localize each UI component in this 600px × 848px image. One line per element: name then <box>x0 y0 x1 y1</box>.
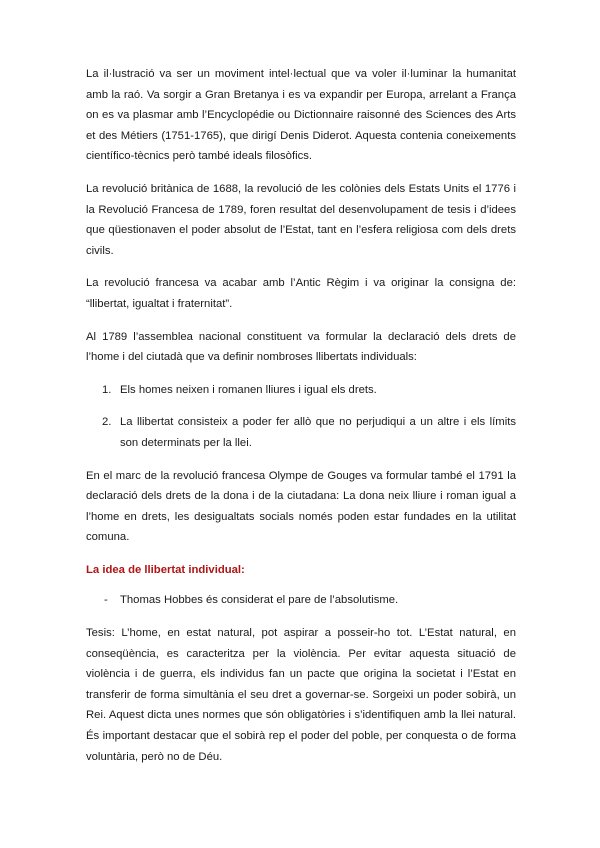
list-item-text: La llibertat consisteix a poder fer allò que no perjudiqui a un altre i els límits son determinats per la llei. <box>120 416 516 449</box>
list-item-text: Thomas Hobbes és considerat el pare de l’absolutisme. <box>120 594 399 607</box>
bullet-list <box>86 590 516 611</box>
list-marker: 2. <box>102 416 112 429</box>
paragraph-assemblea: Al 1789 l’assemblea nacional constituent va formular la declaració dels drets de l’home i del ciutadà que va definir nombroses llibertats individuals: <box>86 330 516 364</box>
section-heading: La idea de llibertat individual: <box>86 563 245 576</box>
list-marker: 1. <box>102 383 112 396</box>
list-item <box>86 380 516 401</box>
paragraph-olympe-de-gouges: En el marc de la revolució francesa Olympe de Gouges va formular també el 1791 la declaració dels drets de la dona i de la ciutadana: La dona neix lliure i roman igual a l’home en drets, les desigualtats socials només poden estar fundades en la utilitat comuna. <box>86 469 516 544</box>
paragraph-tesis: Tesis: L’home, en estat natural, pot aspirar a posseir-ho tot. L’Estat natural, en conseqüència, es caracteritza per la violència. Per evitar aquesta situació de violència i de guerra, els individus fan un pacte que origina la societat i l’Estat en transferir de forma simultània el seu dret a governar-se. Sorgeixi un poder sobirà, un Rei. Aquest dicta unes normes que són obligatòries i s’identifiquen amb la llei natural. És important destacar que el sobirà rep el poder del poble, per conquesta o de forma voluntària, però no de Déu. <box>86 627 516 763</box>
paragraph-illustracio: La il·lustració va ser un moviment intel·lectual que va voler il·luminar la humanitat amb la raó. Va sorgir a Gran Bretanya i es va expandir per Europa, arrelant a França on es va plasmar amb l’Encyclopédie ou Dictionnaire raisonné des Sciences des Arts et des Métiers (1751-1765), que dirigí Denis Diderot. Aquesta contenia coneixements científico-tècnics però també ideals filosòfics. <box>86 68 516 163</box>
list-item <box>86 412 516 453</box>
list-item-text: Els homes neixen i romanen lliures i igual els drets. <box>120 383 377 396</box>
list-item <box>86 590 516 611</box>
paragraph-revolucions: La revolució britànica de 1688, la revolució de les colònies dels Estats Units el 1776 i la Revolució Francesa de 1789, foren resultat del desenvolupament de tesis i d’idees que qüestionaven el poder absolut de l’Estat, tant en l’esfera religiosa com dels drets civils. <box>86 182 516 257</box>
paragraph-revolucio-francesa: La revolució francesa va acabar amb l’Antic Règim i va originar la consigna de: “llibertat, igualtat i fraternitat”. <box>86 277 516 310</box>
document-body <box>86 64 516 779</box>
numbered-list <box>86 380 516 454</box>
list-marker: - <box>104 594 108 607</box>
